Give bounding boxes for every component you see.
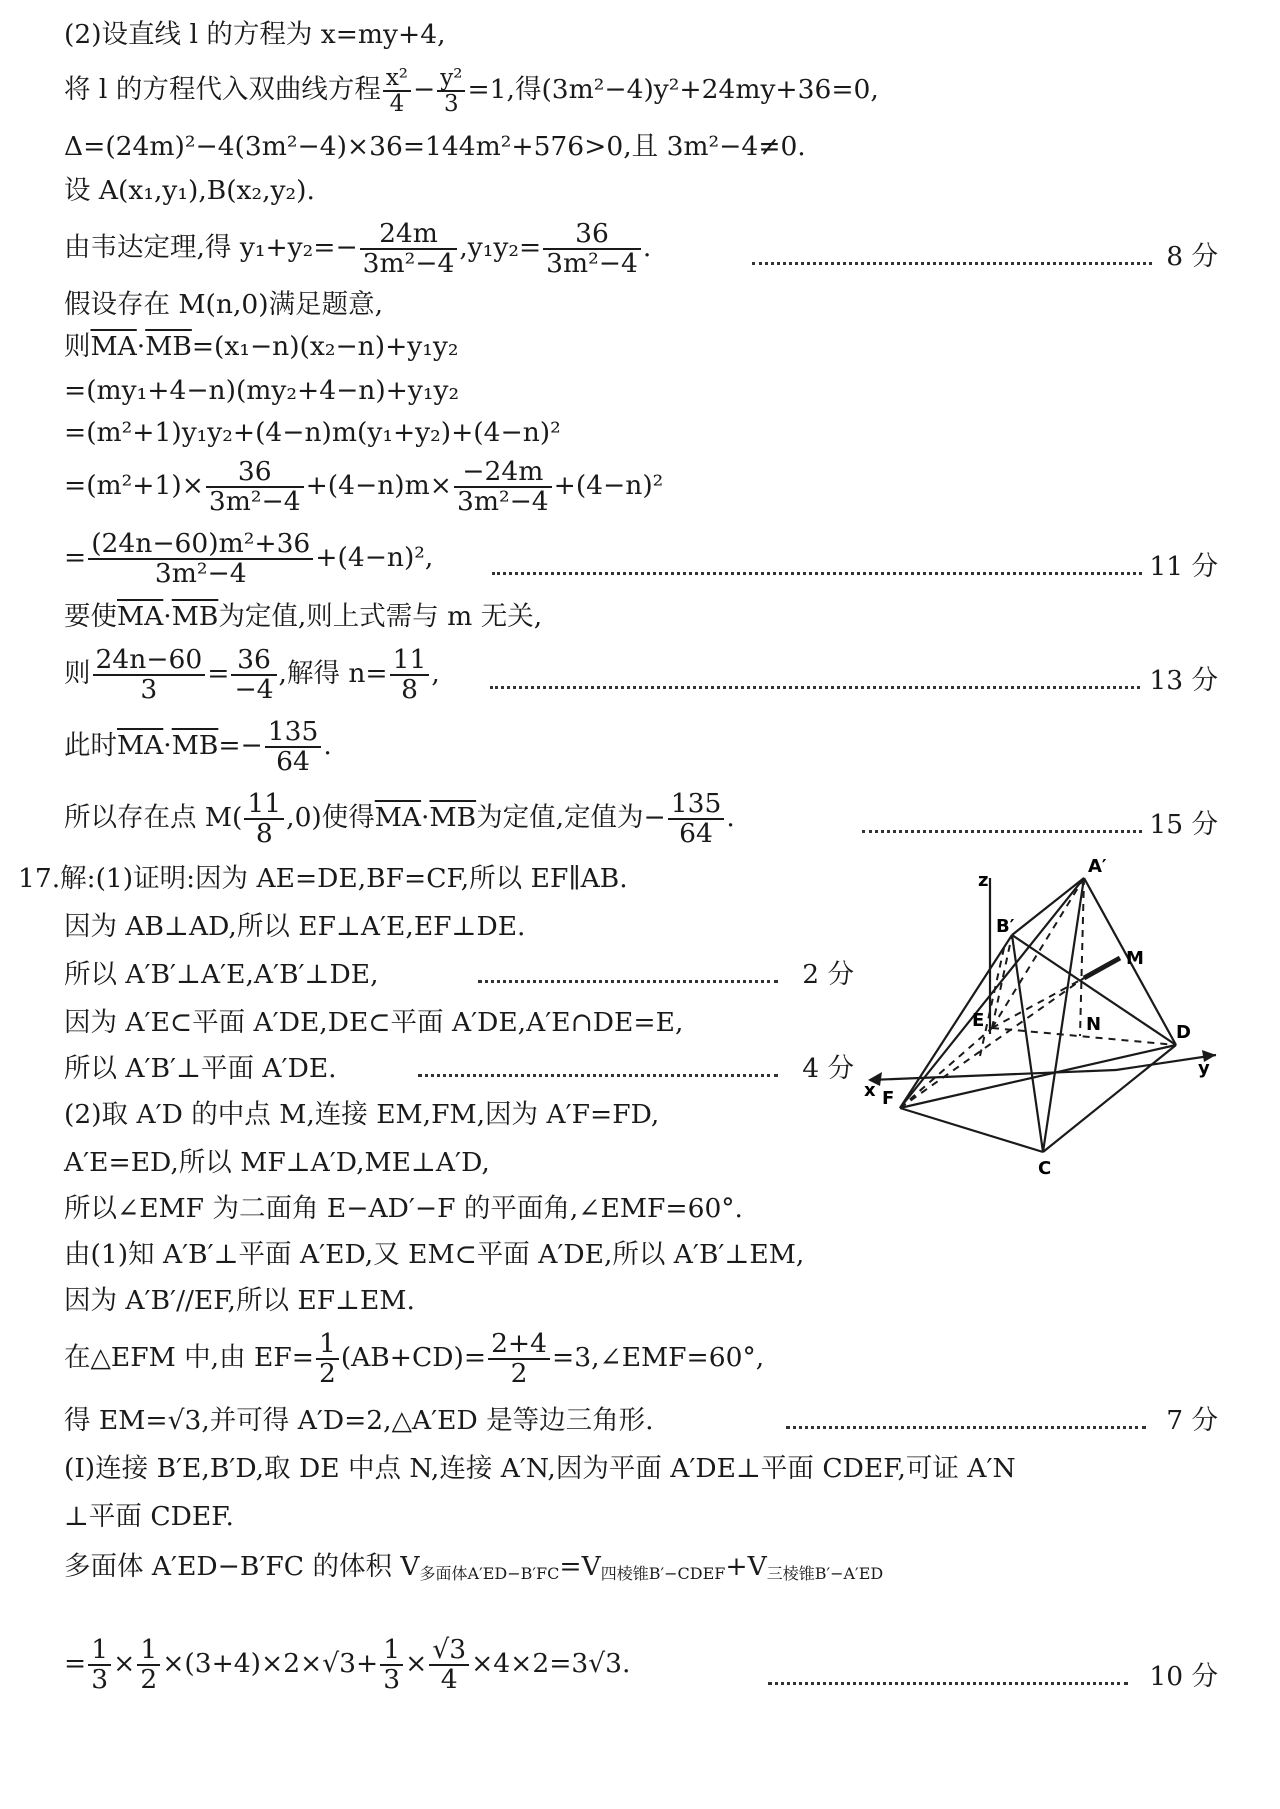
dashed-e-m [992,978,1084,1028]
leader-dots [490,686,1140,689]
problem-17-line-16: = $\frac{1}{3}$ × $\frac{1}{2}$ ×(3+4)×2×√3+ $\frac{1}{3}$ × $\frac{√3}{4}$ ×4×2=3√3. [64,1634,631,1695]
label-f: F [882,1088,895,1109]
problem-17-line-2: 因为 AB⊥AD,所以 EF⊥A′E,EF⊥DE. [64,911,526,942]
leader-dots [478,980,778,983]
problem-17-line-1: 17.解:(1)证明:因为 AE=DE,BF=CF,所以 EF∥AB. [18,863,628,894]
line-5: 由韦达定理,得 y₁+y₂=− $\frac{24m}{\text{3m²−4}}$ ,y₁y₂= $\frac{36}{\text{3m²−4}}$ . [64,218,652,279]
line-1: (2)设直线 l 的方程为 x=my+4, [64,19,446,50]
segment-m [1084,958,1120,978]
line-4: 设 A(x₁,y₁),B(x₂,y₂). [64,175,315,206]
score-4: 4 分 [802,1053,854,1084]
problem-17-line-15: 多面体 A′ED−B′FC 的体积 $V_{多面体A'ED-B'FC}=V_{四棱锥B'-CDEF}+V_{三棱锥B'-A'ED}$ [64,1551,884,1583]
line-14: 此时$\overline{MA}\cdot\overline{MB}=-$ $\frac{135}{64}$ . [64,716,332,777]
line-2: 将 l 的方程代入双曲线方程 $\frac{\text{x²}}{4}$ − $\frac{\text{y²}}{3}$ =1,得(3m²−4)y²+24my+36=0, [64,65,879,118]
problem-17-line-3: 所以 A′B′⊥A′E,A′B′⊥DE, [64,959,379,990]
leader-dots [492,572,1142,575]
leader-dots [862,830,1142,833]
fraction: $\frac{36}{\text{3m²−4}}$ [206,458,304,516]
fraction: $\frac{24m}{\text{3m²−4}}$ [360,220,458,278]
label-d: D [1176,1022,1191,1043]
leader-dots [768,1682,1128,1685]
score-8: 8 分 [1166,241,1218,272]
line-7: 则$\overline{MA}\cdot\overline{MB}=(x_1-n)(x_2-n)+y_1y_2$ [64,331,459,362]
label-y: y [1198,1058,1210,1079]
line-13: 则 $\frac{24n-60}{3}$ = $\frac{36}{-4}$ ,解得 n= $\frac{11}{8}$ , [64,644,440,705]
edge-a-b [1012,878,1084,935]
fraction: $\frac{\text{(24n−60)m²+36}}{\text{3m²−4}}$ [88,530,313,588]
label-z: z [978,870,989,891]
fraction: $\frac{135}{64}$ [668,790,725,848]
label-c: C [1038,1158,1052,1179]
fraction: $\frac{1}{3}$ [380,1636,403,1694]
label-m: M [1126,948,1144,969]
label-b: B′ [996,916,1015,937]
fraction: $\frac{11}{8}$ [244,790,284,848]
fraction: $\frac{1}{2}$ [137,1636,160,1694]
fraction: $\frac{2+4}{2}$ [488,1330,550,1388]
problem-17-line-4: 因为 A′E⊂平面 A′DE,DE⊂平面 A′DE,A′E∩DE=E, [64,1007,684,1038]
label-e: E [972,1010,985,1031]
edge-f-c [900,1108,1043,1152]
problem-17-line-11: 在△EFM 中,由 EF= $\frac{1}{2}$ (AB+CD)= $\frac{2+4}{2}$ =3,∠EMF=60°, [64,1328,765,1389]
fraction: $\frac{√3}{4}$ [429,1636,469,1694]
line-8: =(my₁+4−n)(my₂+4−n)+y₁y₂ [64,375,460,406]
line-10: =(m²+1)× $\frac{36}{\text{3m²−4}}$ +(4−n)m× $\frac{-24m}{\text{3m²−4}}$ +(4−n)² [64,456,664,517]
edge [884,860,944,876]
dashed-f-m [900,978,1084,1108]
problem-17-line-8: 所以∠EMF 为二面角 E−AD′−F 的平面角,∠EMF=60°. [64,1193,743,1224]
edge-b-f [900,935,1012,1108]
fraction: $\frac{135}{64}$ [265,718,322,776]
edge-b-c [1012,935,1043,1152]
score-2: 2 分 [802,959,854,990]
leader-dots [418,1074,778,1077]
problem-17-line-5: 所以 A′B′⊥平面 A′DE. [64,1053,337,1084]
fraction: $\frac{\text{y²}}{3}$ [437,66,465,116]
score-13: 13 分 [1149,665,1218,696]
label-n: N [1086,1014,1102,1035]
fraction: $\frac{36}{-4}$ [231,646,276,704]
dashed-f-e [900,1028,992,1108]
line-9: =(m²+1)y₁y₂+(4−n)m(y₁+y₂)+(4−n)² [64,417,561,448]
fraction: $\frac{36}{\text{3m²−4}}$ [543,220,641,278]
line-11: = $\frac{\text{(24n−60)m²+36}}{\text{3m²−4}}$ +(4−n)², [64,528,434,589]
line-3: Δ=(24m)²−4(3m²−4)×36=144m²+576>0,且 3m²−4≠0. [64,131,806,162]
problem-17-line-7: A′E=ED,所以 MF⊥A′D,ME⊥A′D, [64,1147,490,1178]
score-7: 7 分 [1166,1405,1218,1436]
fraction: $\frac{1}{3}$ [88,1636,111,1694]
problem-17-line-9: 由(1)知 A′B′⊥平面 A′ED,又 EM⊂平面 A′DE,所以 A′B′⊥EM, [64,1239,805,1270]
problem-17-line-14: ⊥平面 CDEF. [64,1501,234,1532]
geometry-figure [858,856,1218,1190]
score-10: 10 分 [1149,1661,1218,1692]
fraction: $\frac{24n-60}{3}$ [93,646,206,704]
edge-a-c [1043,878,1084,1152]
line-12: 要使$\overline{MA}\cdot\overline{MB}$为定值,则上式需与 m 无关, [64,601,543,632]
line-6: 假设存在 M(n,0)满足题意, [64,289,384,320]
leader-dots [786,1426,1146,1429]
leader-dots [752,262,1152,265]
score-11: 11 分 [1149,551,1218,582]
fraction: $\frac{11}{8}$ [390,646,430,704]
problem-17-line-12: 得 EM=√3,并可得 A′D=2,△A′ED 是等边三角形. [64,1405,654,1436]
problem-17-line-13: (Ⅰ)连接 B′E,B′D,取 DE 中点 N,连接 A′N,因为平面 A′DE⊥平面 CDEF,可证 A′N [64,1453,1016,1484]
fraction: $\frac{1}{2}$ [316,1330,339,1388]
label-a: A′ [1088,856,1107,877]
problem-17-line-6: (2)取 A′D 的中点 M,连接 EM,FM,因为 A′F=FD, [64,1099,660,1130]
dashed-e-d [992,1028,1176,1045]
problem-17-line-10: 因为 A′B′//EF,所以 EF⊥EM. [64,1285,415,1316]
score-15: 15 分 [1149,809,1218,840]
x-axis [870,1070,1116,1080]
fraction: $\frac{\text{x²}}{4}$ [383,66,411,116]
label-x: x [864,1080,876,1101]
fraction: $\frac{-24m}{\text{3m²−4}}$ [454,458,552,516]
line-15: 所以存在点 M( $\frac{11}{8}$ ,0)使得$\overline{MA}\cdot\overline{MB}$为定值,定值为− $\frac{135}{64}$ . [64,788,735,849]
